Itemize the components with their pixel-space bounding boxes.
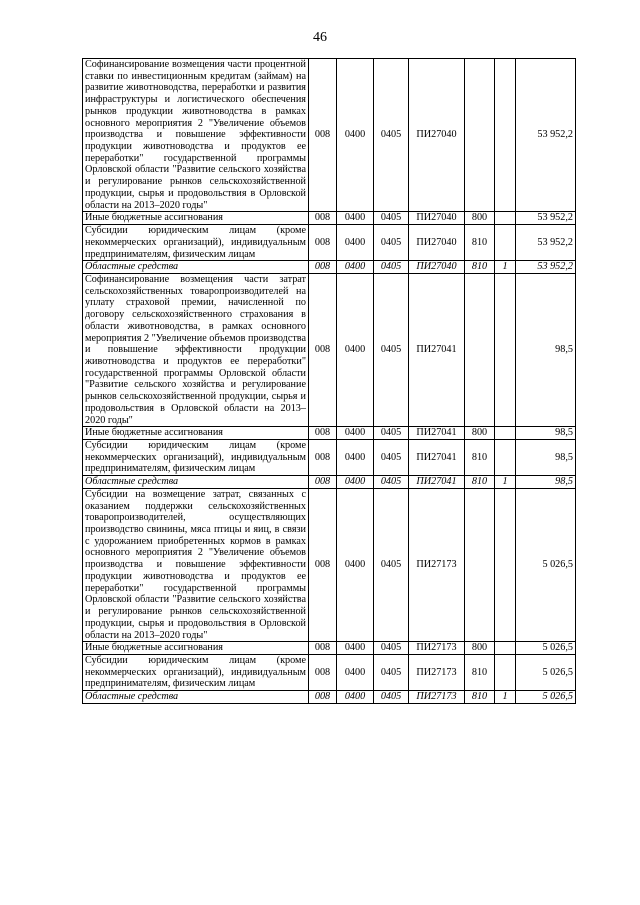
row-target-article: ПИ27040 [409, 59, 465, 212]
page-number: 46 [313, 30, 327, 45]
row-name: Субсидии юридическим лицам (кроме некоммерческих организаций), индивидуальным предпринимателям, физическим лицам [83, 225, 309, 261]
table-row [83, 488, 576, 641]
row-source: 1 [495, 691, 516, 704]
row-sum: 53 952,2 [516, 212, 576, 225]
row-name: Софинансирование возмещения части затрат сельскохозяйственных товаропроизводителей на уплату страховой премии, начисленной по договору сельскохозяйственного страхования в области животноводства, в рамках основного мероприятия 2 "Увеличение объемов производства и повышение эффективности продукции животноводства и продуктов ее переработки" государственной программы Орловской области "Развитие сельского хозяйства и регулирование рынков сельскохозяйственной продукции, сырья и продовольствия в Орловской области на 2013–2020 годы" [83, 273, 309, 426]
table-row [83, 691, 576, 704]
row-section: 0400 [337, 488, 374, 641]
table-row [83, 212, 576, 225]
row-sum: 53 952,2 [516, 59, 576, 212]
table-row [83, 273, 576, 426]
row-expense-type: 810 [465, 476, 495, 489]
row-grbs: 008 [309, 59, 337, 212]
row-grbs: 008 [309, 642, 337, 655]
row-grbs: 008 [309, 654, 337, 690]
row-subsection: 0405 [374, 225, 409, 261]
row-subsection: 0405 [374, 440, 409, 476]
row-subsection: 0405 [374, 488, 409, 641]
row-subsection: 0405 [374, 212, 409, 225]
table-row [83, 427, 576, 440]
row-subsection: 0405 [374, 654, 409, 690]
row-sum: 53 952,2 [516, 225, 576, 261]
row-sum: 98,5 [516, 273, 576, 426]
row-sum: 5 026,5 [516, 488, 576, 641]
row-sum: 5 026,5 [516, 691, 576, 704]
row-name: Областные средства [83, 261, 309, 274]
row-expense-type: 810 [465, 691, 495, 704]
budget-table [82, 58, 576, 704]
row-source [495, 225, 516, 261]
table-row [83, 440, 576, 476]
row-source [495, 642, 516, 655]
row-section: 0400 [337, 273, 374, 426]
row-source [495, 440, 516, 476]
row-source [495, 273, 516, 426]
row-expense-type [465, 488, 495, 641]
row-grbs: 008 [309, 273, 337, 426]
row-name: Областные средства [83, 476, 309, 489]
row-sum: 5 026,5 [516, 642, 576, 655]
row-target-article: ПИ27041 [409, 440, 465, 476]
row-source: 1 [495, 261, 516, 274]
row-section: 0400 [337, 59, 374, 212]
row-subsection: 0405 [374, 59, 409, 212]
row-grbs: 008 [309, 261, 337, 274]
row-sum: 98,5 [516, 476, 576, 489]
row-target-article: ПИ27173 [409, 654, 465, 690]
row-name: Областные средства [83, 691, 309, 704]
row-section: 0400 [337, 642, 374, 655]
row-source [495, 59, 516, 212]
row-grbs: 008 [309, 476, 337, 489]
row-grbs: 008 [309, 427, 337, 440]
row-target-article: ПИ27040 [409, 225, 465, 261]
row-section: 0400 [337, 654, 374, 690]
row-target-article: ПИ27040 [409, 261, 465, 274]
row-target-article: ПИ27041 [409, 476, 465, 489]
row-sum: 5 026,5 [516, 654, 576, 690]
row-section: 0400 [337, 225, 374, 261]
row-grbs: 008 [309, 440, 337, 476]
budget-table-body [83, 59, 576, 704]
row-source: 1 [495, 476, 516, 489]
row-expense-type: 800 [465, 212, 495, 225]
row-target-article: ПИ27041 [409, 273, 465, 426]
row-section: 0400 [337, 427, 374, 440]
row-grbs: 008 [309, 691, 337, 704]
row-section: 0400 [337, 212, 374, 225]
table-row [83, 225, 576, 261]
row-target-article: ПИ27173 [409, 691, 465, 704]
row-section: 0400 [337, 440, 374, 476]
row-name: Софинансирование возмещения части процентной ставки по инвестиционным кредитам (займам) на развитие животноводства, переработки и развития инфраструктуры и логистического обеспечения рынков продукции животноводства в рамках основного мероприятия 2 "Увеличение объемов производства и повышение эффективности продукции животноводства и продуктов ее переработки" государственной программы Орловской области "Развитие сельского хозяйства и регулирование рынков сельскохозяйственной продукции, сырья и продовольствия в Орловской области на 2013–2020 годы" [83, 59, 309, 212]
table-row [83, 654, 576, 690]
row-sum: 53 952,2 [516, 261, 576, 274]
row-name: Субсидии юридическим лицам (кроме некоммерческих организаций), индивидуальным предпринимателям, физическим лицам [83, 440, 309, 476]
row-target-article: ПИ27173 [409, 642, 465, 655]
row-expense-type: 810 [465, 440, 495, 476]
row-name: Иные бюджетные ассигнования [83, 212, 309, 225]
table-row [83, 59, 576, 212]
row-expense-type: 800 [465, 427, 495, 440]
table-row [83, 476, 576, 489]
row-target-article: ПИ27173 [409, 488, 465, 641]
row-grbs: 008 [309, 212, 337, 225]
row-expense-type [465, 59, 495, 212]
row-subsection: 0405 [374, 261, 409, 274]
row-name: Иные бюджетные ассигнования [83, 642, 309, 655]
row-expense-type: 810 [465, 225, 495, 261]
row-name: Субсидии на возмещение затрат, связанных с оказанием поддержки сельскохозяйственных товаропроизводителей, осуществляющих производство свинины, мяса птицы и яиц, в связи с удорожанием приобретенных кормов в рамках основного мероприятия 2 "Увеличение объемов производства и повышение эффективности продукции животноводства и продуктов ее переработки" государственной программы Орловской области "Развитие сельского хозяйства и регулирование рынков сельскохозяйственной продукции, сырья и продовольствия в Орловской области на 2013–2020 годы" [83, 488, 309, 641]
row-subsection: 0405 [374, 427, 409, 440]
row-grbs: 008 [309, 488, 337, 641]
row-expense-type: 810 [465, 654, 495, 690]
row-grbs: 008 [309, 225, 337, 261]
row-expense-type: 800 [465, 642, 495, 655]
row-name: Иные бюджетные ассигнования [83, 427, 309, 440]
row-source [495, 488, 516, 641]
row-source [495, 427, 516, 440]
row-source [495, 212, 516, 225]
row-section: 0400 [337, 476, 374, 489]
table-row [83, 261, 576, 274]
row-sum: 98,5 [516, 440, 576, 476]
row-section: 0400 [337, 261, 374, 274]
row-subsection: 0405 [374, 476, 409, 489]
table-row [83, 642, 576, 655]
row-source [495, 654, 516, 690]
row-target-article: ПИ27041 [409, 427, 465, 440]
row-subsection: 0405 [374, 642, 409, 655]
row-section: 0400 [337, 691, 374, 704]
row-name: Субсидии юридическим лицам (кроме некоммерческих организаций), индивидуальным предпринимателям, физическим лицам [83, 654, 309, 690]
row-subsection: 0405 [374, 691, 409, 704]
row-expense-type: 810 [465, 261, 495, 274]
row-target-article: ПИ27040 [409, 212, 465, 225]
row-expense-type [465, 273, 495, 426]
row-subsection: 0405 [374, 273, 409, 426]
row-sum: 98,5 [516, 427, 576, 440]
